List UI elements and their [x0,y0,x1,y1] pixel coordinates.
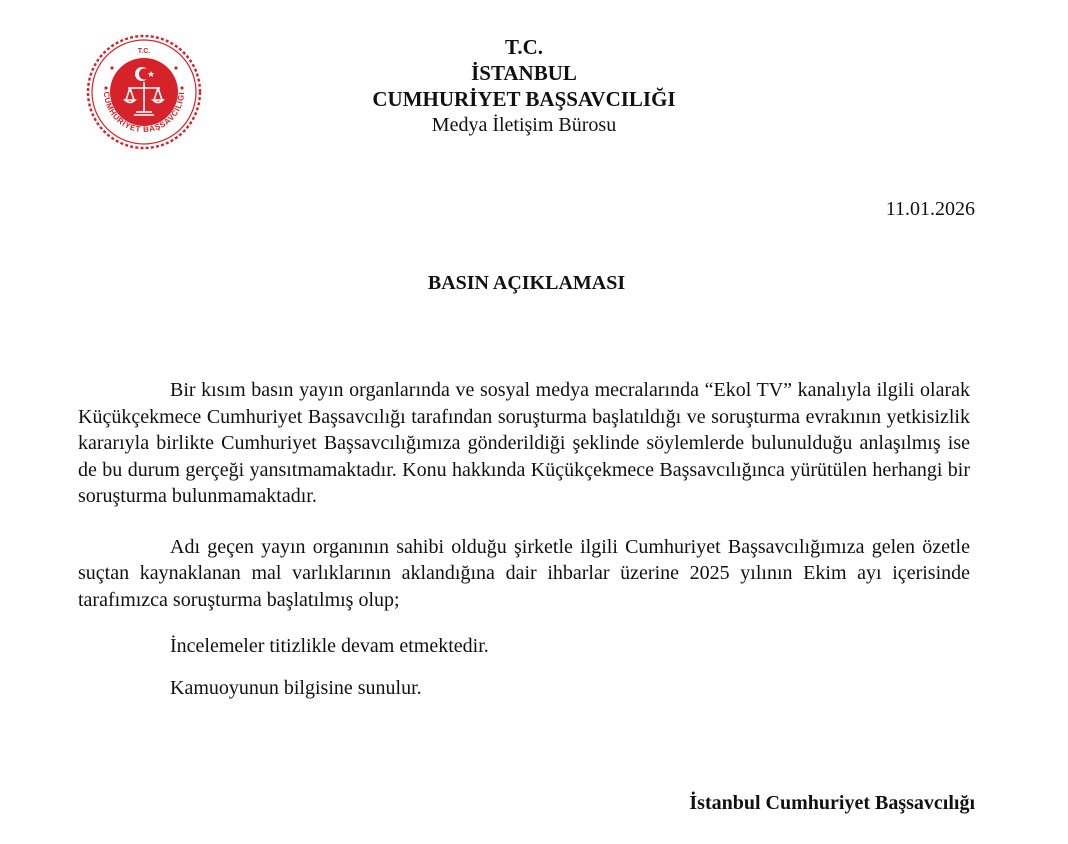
paragraph-4: Kamuoyunun bilgisine sunulur. [170,677,422,699]
prosecutor-seal-logo [84,32,204,152]
document-date: 11.01.2026 [885,198,975,220]
svg-text:CUMHURİYET BAŞSAVCILIĞI: CUMHURİYET BAŞSAVCILIĞI [101,91,187,135]
paragraph-2: Adı geçen yayın organının sahibi olduğu şirketle ilgili Cumhuriyet Başsavcılığımıza gelen özetle suçtan kaynaklanan mal varlıklarının aklandığına dair ihbarlar üzerine 2025 yılının Ekim ayı içerisinde tarafımızca soruşturma başlatılmış olup; [78,535,970,611]
header-bureau: Medya İletişim Bürosu [431,114,617,136]
document-title: BASIN AÇIKLAMASI [427,272,626,294]
paragraph-3: İncelemeler titizlikle devam etmektedir. [170,635,489,657]
header-office: CUMHURİYET BAŞSAVCILIĞI [372,87,676,111]
paragraph-1: Bir kısım basın yayın organlarında ve sosyal medya mecralarında “Ekol TV” kanalıyla ilgili olarak Küçükçekmece Cumhuriyet Başsavcılığı tarafından soruşturma başlatıldığı ve soruşturma evrakının yetkisizlik kararıyla birlikte Cumhuriyet Başsavcılığımıza gönderildiği şeklinde söylemlerde bulunulduğu anlaşılmış ise de bu durum gerçeği yansıtmamaktadır. Konu hakkında Küçükçekmece Başsavcılığınca yürütülen herhangi bir soruşturma bulunmamaktadır. [78,379,970,507]
svg-text:T.C.: T.C. [137,48,151,55]
header-city: İSTANBUL [471,61,577,85]
signature: İstanbul Cumhuriyet Başsavcılığı [689,792,975,814]
document-header [294,34,754,138]
header-tc: T.C. [504,35,544,59]
document-body [78,377,970,701]
